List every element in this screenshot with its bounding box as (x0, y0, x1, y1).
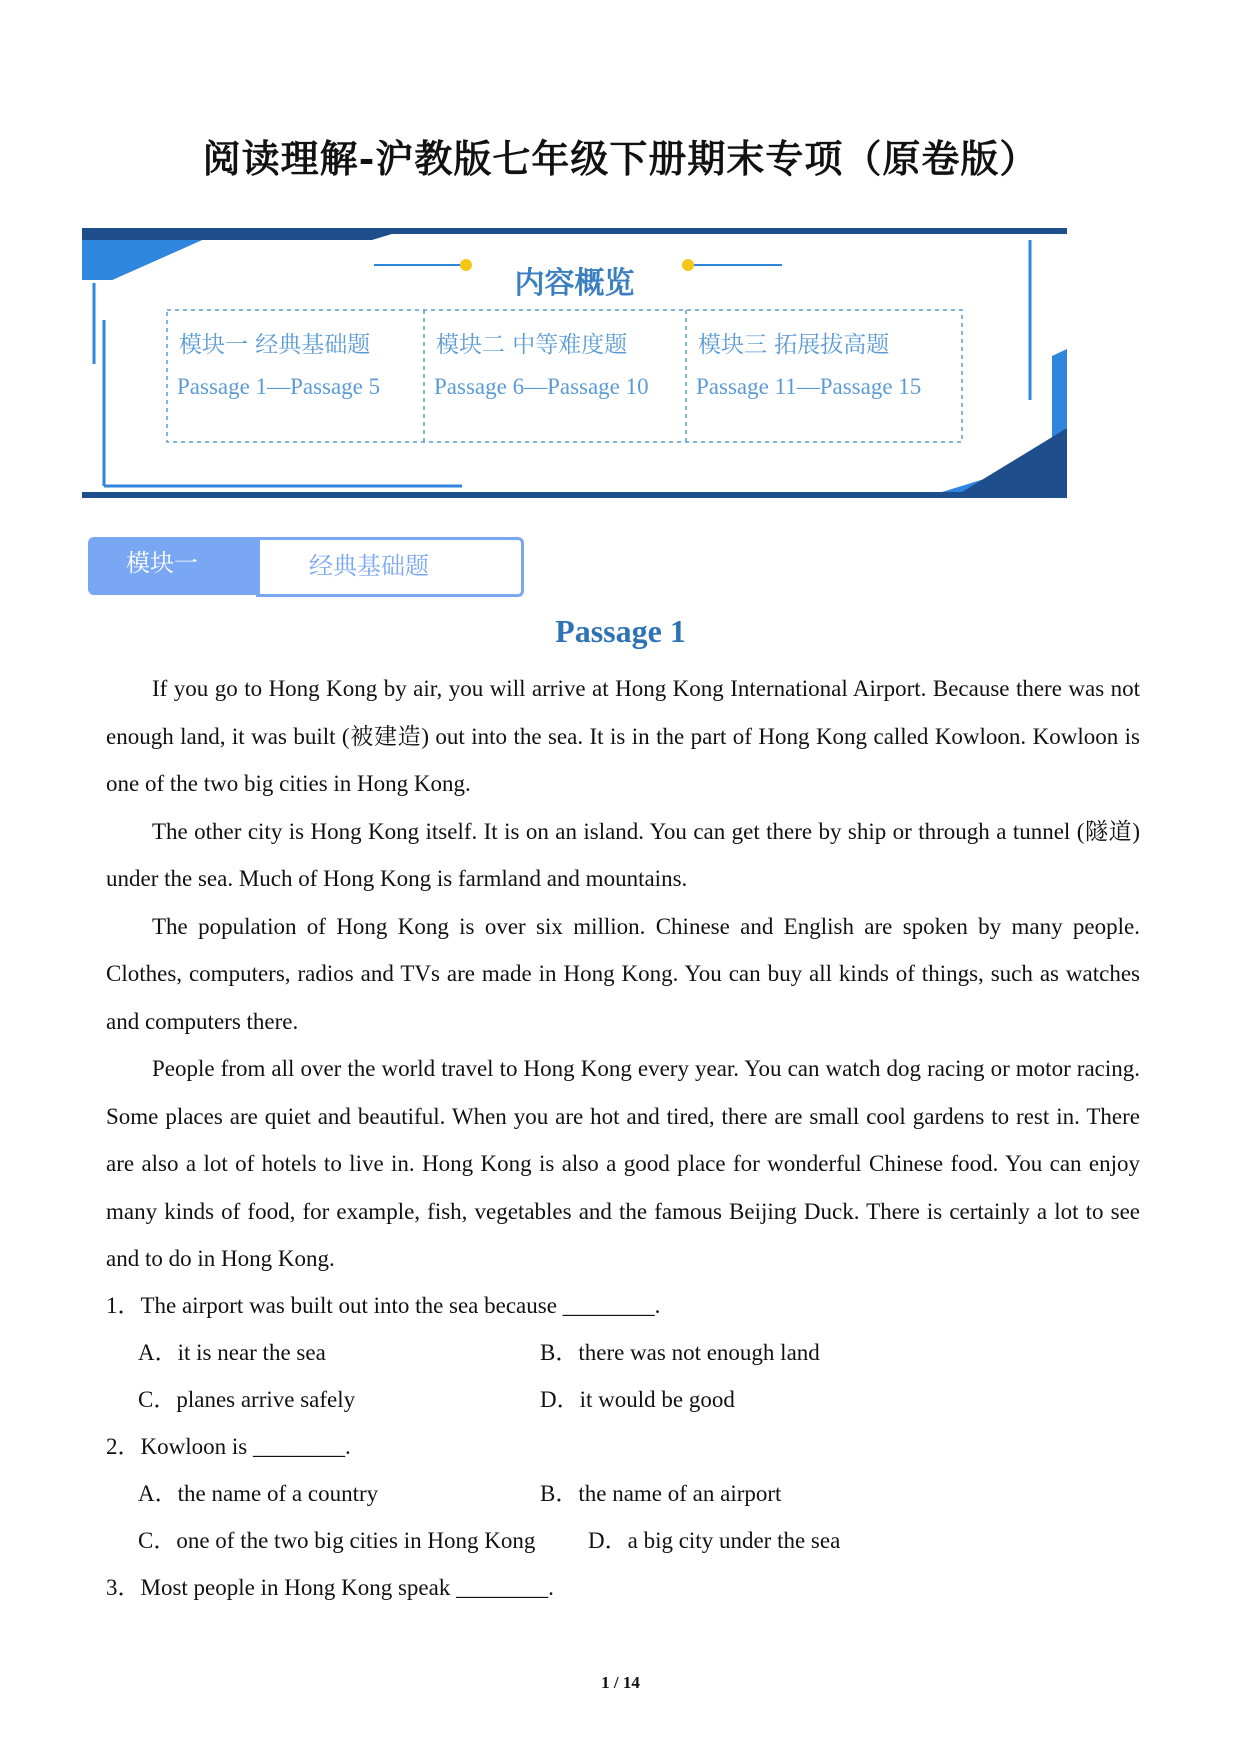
section-tag-title-box (256, 537, 524, 597)
module-name: 模块二 中等难度题 (436, 332, 628, 358)
section-tag-title: 经典基础题 (309, 552, 429, 580)
passage-title: Passage 1 (555, 613, 686, 649)
question-stem: 3．Most people in Hong Kong speak ________. (106, 1575, 554, 1600)
paragraph: If you go to Hong Kong by air, you will arrive at Hong Kong International Airport. Because there was not enough land, it was built (被建造) out into the sea. It is in the part of Hong Kong called Kowloon. Kowloon is one of the two big cities in Hong Kong. (106, 676, 1140, 796)
question-stem: 1．The airport was built out into the sea because ________. (106, 1293, 661, 1318)
question-option: B．the name of an airport (540, 1481, 782, 1506)
module-range: Passage 11—Passage 15 (696, 374, 922, 399)
question-option: B．there was not enough land (540, 1340, 820, 1365)
question-option: A．it is near the sea (138, 1340, 326, 1365)
module-cell-1 (167, 310, 424, 440)
module-range: Passage 6—Passage 10 (434, 374, 649, 399)
document-title: 阅读理解-沪教版七年级下册期末专项（原卷版） (202, 136, 1039, 181)
paragraph: People from all over the world travel to Hong Kong every year. You can watch dog racing or motor racing. Some places are quiet and beautiful. When you are hot and tired, there are small cool gardens to rest in. There are also a lot of hotels to live in. Hong Kong is also a good place for wonderful Chinese food. You can enjoy many kinds of food, for example, fish, vegetables and the famous Beijing Duck. There is certainly a lot to see and to do in Hong Kong. (106, 1056, 1140, 1271)
section-tag-label: 模块一 (126, 549, 198, 577)
overview-heading: 内容概览 (514, 266, 635, 301)
question-option: A．the name of a country (138, 1481, 379, 1506)
module-range: Passage 1—Passage 5 (177, 374, 381, 399)
question-option: D．a big city under the sea (588, 1528, 841, 1553)
question-stem: 2．Kowloon is ________. (106, 1434, 351, 1459)
module-cell-2 (424, 310, 686, 440)
section-tag-label-box (88, 537, 260, 595)
section-tag (88, 537, 524, 595)
page-number: 1 / 14 (601, 1673, 640, 1692)
overview-banner (82, 228, 1067, 500)
paragraph: The population of Hong Kong is over six million. Chinese and English are spoken by many people. Clothes, computers, radios and TVs are made in Hong Kong. You can buy all kinds of things, such as watches and computers there. (106, 913, 1140, 1034)
module-name: 模块一 经典基础题 (179, 332, 371, 358)
question-option: C．one of the two big cities in Hong Kong (138, 1528, 536, 1553)
module-cell-3 (686, 310, 962, 440)
paragraph: The other city is Hong Kong itself. It is on an island. You can get there by ship or through a tunnel (隧道) under the sea. Much of Hong Kong is farmland and mountains. (106, 818, 1140, 891)
module-name: 模块三 拓展拔高题 (698, 332, 890, 358)
question-option: D．it would be good (540, 1387, 735, 1412)
passage-body (106, 665, 1140, 1283)
question-option: C．planes arrive safely (138, 1387, 356, 1412)
